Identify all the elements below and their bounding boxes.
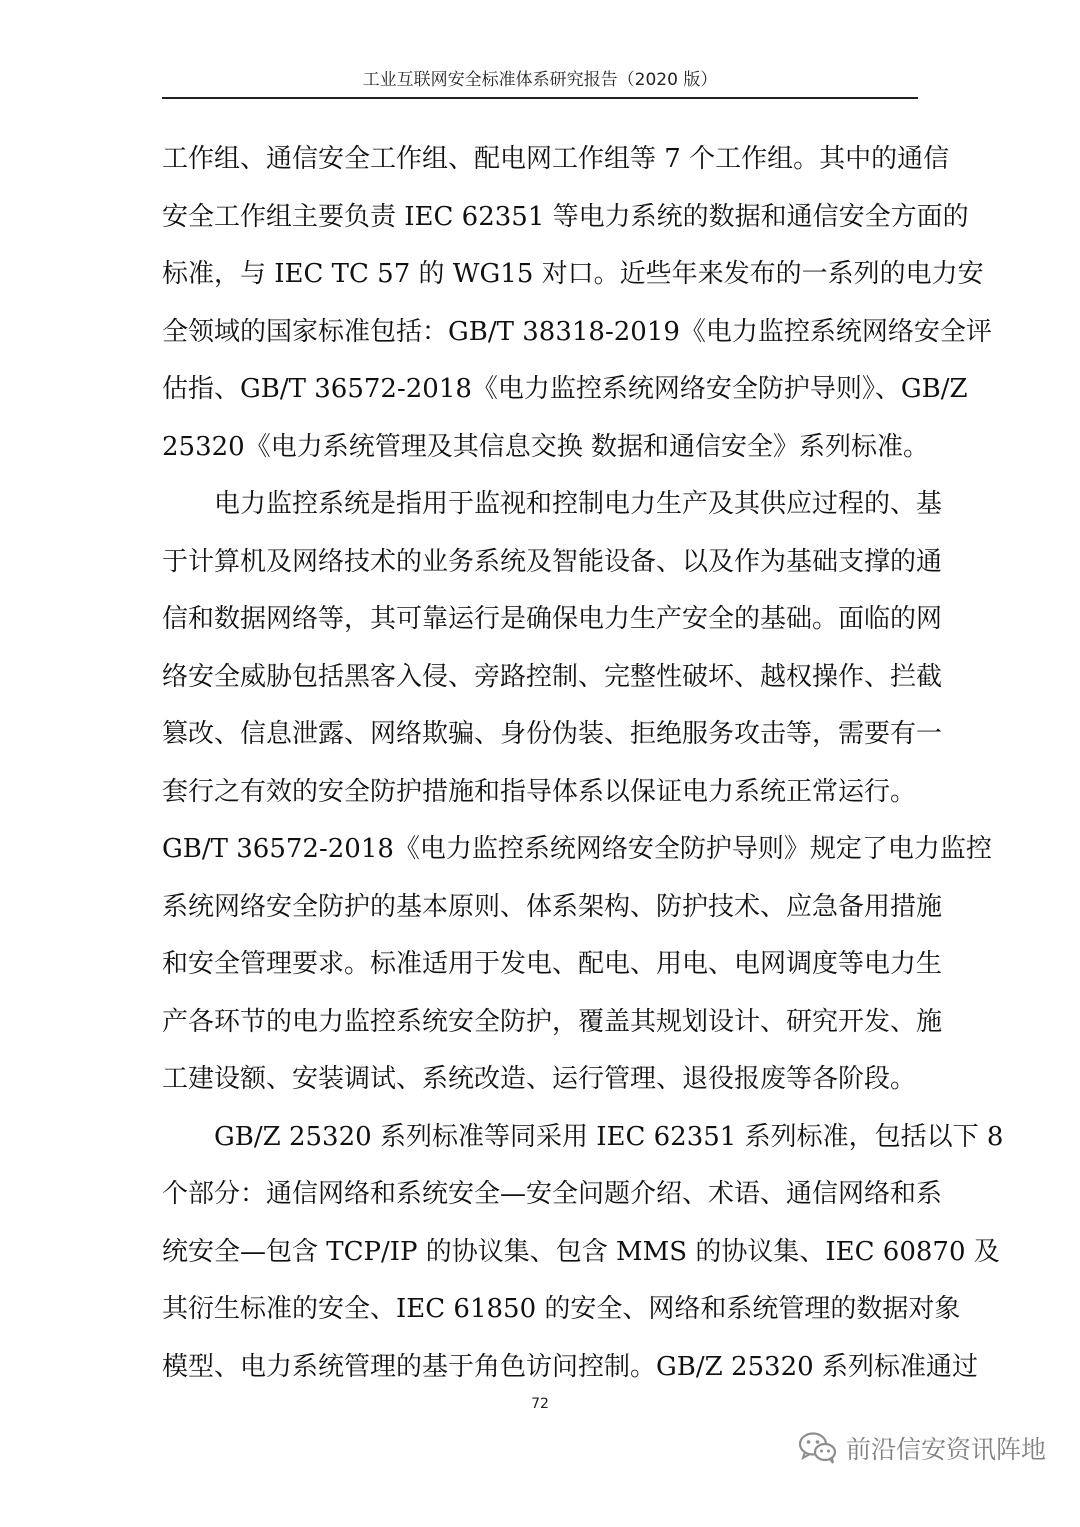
body-text (162, 131, 1004, 1396)
text-line: 全领域的国家标准包括：GB/T 38318-2019《电力监控系统网络安全评 (162, 316, 992, 347)
text-line: 系统网络安全防护的基本原则、体系架构、防护技术、应急备用措施 (162, 891, 943, 922)
text-line: 于计算机及网络技术的业务系统及智能设备、以及作为基础支撑的通 (162, 546, 943, 577)
text-line: 其衍生标准的安全、IEC 61850 的安全、网络和系统管理的数据对象 (162, 1294, 961, 1324)
watermark-text: 前沿信安资讯阵地 (845, 1435, 1046, 1464)
page-number: 72 (531, 1396, 549, 1412)
text-line: 统安全—包含 TCP/IP 的协议集、包含 MMS 的协议集、IEC 60870 及 (162, 1236, 1000, 1267)
text-line: 模型、电力系统管理的基于角色访问控制。GB/Z 25320 系列标准通过 (162, 1351, 978, 1382)
text-line: 25320《电力系统管理及其信息交换 数据和通信安全》系列标准。 (162, 431, 929, 462)
text-line: 安全工作组主要负责 IEC 62351 等电力系统的数据和通信安全方面的 (162, 201, 969, 232)
text-line: 信和数据网络等，其可靠运行是确保电力生产安全的基础。面临的网 (162, 604, 943, 634)
text-line: 和安全管理要求。标准适用于发电、配电、用电、电网调度等电力生 (162, 949, 943, 979)
text-line: 络安全威胁包括黑客入侵、旁路控制、完整性破坏、越权操作、拦截 (162, 661, 943, 692)
text-line: GB/T 36572-2018《电力监控系统网络安全防护导则》规定了电力监控 (162, 834, 992, 864)
running-header: 工业互联网安全标准体系研究报告（2020 版） (362, 70, 718, 90)
text-line: 工建设额、安装调试、系统改造、运行管理、退役报废等各阶段。 (162, 1064, 917, 1094)
text-line: 篡改、信息泄露、网络欺骗、身份伪装、拒绝服务攻击等，需要有一 (162, 719, 943, 749)
text-line: 套行之有效的安全防护措施和指导体系以保证电力系统正常运行。 (162, 776, 917, 807)
text-line: GB/Z 25320 系列标准等同采用 IEC 62351 系列标准，包括以下 8 (214, 1121, 1004, 1152)
text-line: 标准，与 IEC TC 57 的 WG15 对口。近些年来发布的一系列的电力安 (162, 259, 984, 289)
text-line: 估指、GB/T 36572-2018《电力监控系统网络安全防护导则》、GB/Z (162, 374, 968, 404)
text-line: 工作组、通信安全工作组、配电网工作组等 7 个工作组。其中的通信 (162, 144, 950, 174)
watermark (798, 1430, 1046, 1466)
wechat-icon (798, 1431, 838, 1465)
header-divider (162, 97, 918, 99)
text-line: 电力监控系统是指用于监视和控制电力生产及其供应过程的、基 (214, 489, 943, 519)
text-line: 个部分：通信网络和系统安全—安全问题介绍、术语、通信网络和系 (162, 1179, 943, 1209)
text-line: 产各环节的电力监控系统安全防护，覆盖其规划设计、研究开发、施 (162, 1006, 943, 1037)
